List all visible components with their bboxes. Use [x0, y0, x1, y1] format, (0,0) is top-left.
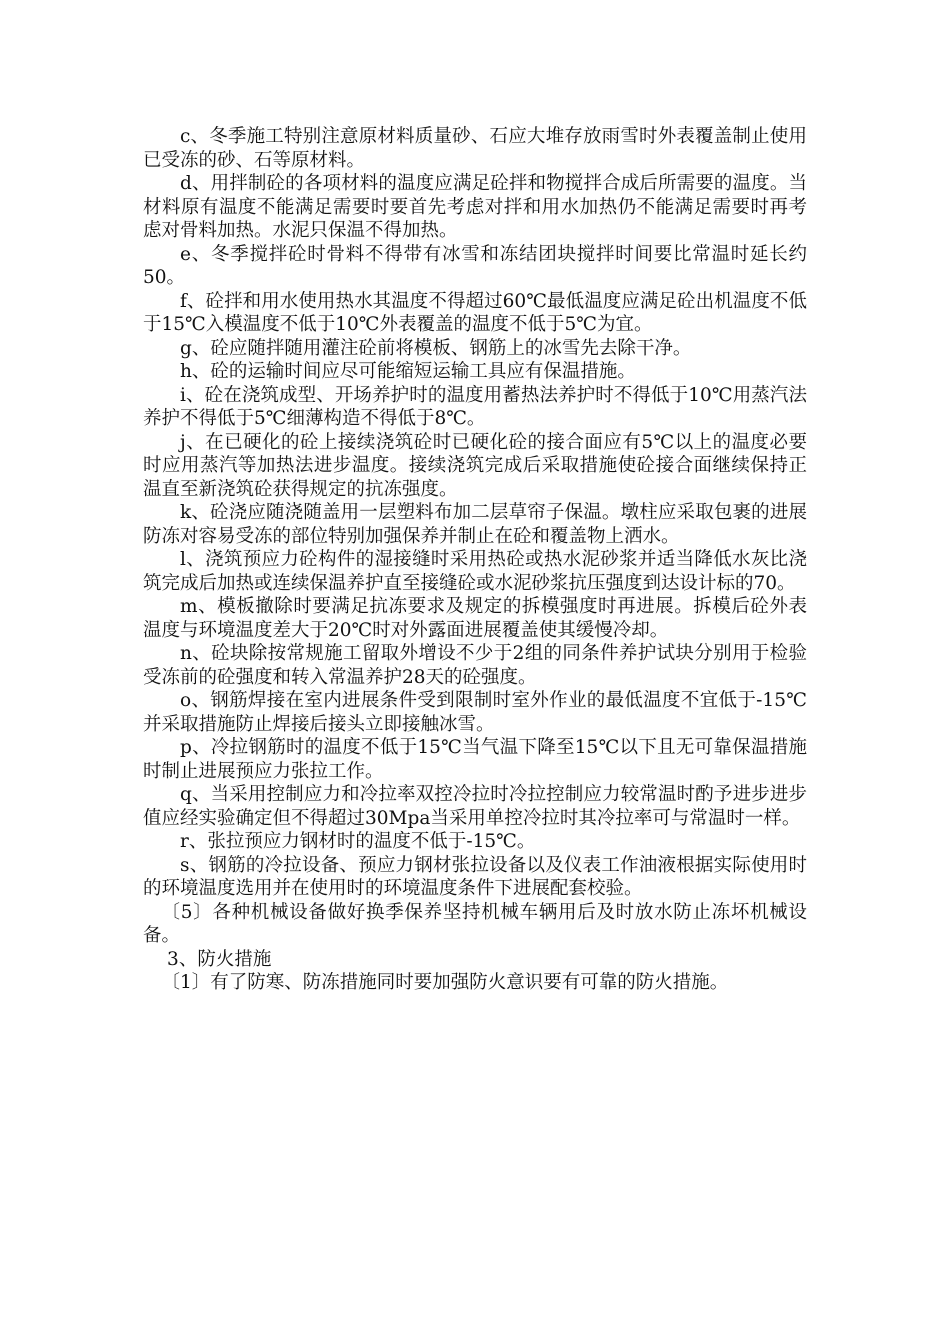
paragraph-s: s、钢筋的冷拉设备、预应力钢材张拉设备以及仪表工作油液根据实际使用时的环境温度选用并在使用时的环境温度条件下进展配套校验。 — [143, 854, 807, 899]
paragraph-i: i、砼在浇筑成型、开场养护时的温度用蓄热法养护时不得低于10℃用蒸汽法养护不得低于5℃细薄构造不得低于8℃。 — [143, 384, 807, 429]
item-5-paragraph: 〔5〕各种机械设备做好换季保养坚持机械车辆用后及时放水防止冻坏机械设备。 — [143, 901, 807, 946]
paragraph-c: c、冬季施工特别注意原材料质量砂、石应大堆存放雨雪时外表覆盖制止使用已受冻的砂、石等原材料。 — [143, 126, 807, 171]
paragraph-j: j、在已硬化的砼上接续浇筑砼时已硬化砼的接合面应有5℃以上的温度必要时应用蒸汽等加热法进步温度。接续浇筑完成后采取措施使砼接合面继续保持正温直至新浇筑砼获得规定的抗冻强度。 — [143, 431, 807, 500]
paragraph-o: o、钢筋焊接在室内进展条件受到限制时室外作业的最低温度不宜低于-15℃并采取措施防止焊接后接头立即接触冰雪。 — [143, 690, 807, 735]
paragraph-k: k、砼浇应随浇随盖用一层塑料布加二层草帘子保温。墩柱应采取包裹的进展防冻对容易受冻的部位特别加强保养并制止在砼和覆盖物上洒水。 — [143, 502, 807, 547]
item-1-paragraph: 〔1〕有了防寒、防冻措施同时要加强防火意识要有可靠的防火措施。 — [161, 972, 729, 993]
paragraph-r: r、张拉预应力钢材时的温度不低于-15℃。 — [180, 831, 536, 852]
paragraph-q: q、当采用控制应力和冷拉率双控冷拉时冷拉控制应力较常温时酌予进步进步值应经实验确定但不得超过30Mpa当采用单控冷拉时其冷拉率可与常温时一样。 — [143, 784, 807, 829]
paragraph-n: n、砼块除按常规施工留取外增设不少于2组的同条件养护试块分别用于检验受冻前的砼强度和转入常温养护28天的砼强度。 — [143, 643, 807, 688]
paragraph-e: e、冬季搅拌砼时骨料不得带有冰雪和冻结团块搅拌时间要比常温时延长约50。 — [143, 243, 807, 288]
paragraph-d: d、用拌制砼的各项材料的温度应满足砼拌和物搅拌合成后所需要的温度。当材料原有温度不能满足需要时要首先考虑对拌和用水加热仍不能满足需要时再考虑对骨料加热。水泥只保温不得加热。 — [143, 173, 807, 241]
section-3-heading: 3、防火措施 — [167, 948, 272, 970]
paragraph-h: h、砼的运输时间应尽可能缩短运输工具应有保温措施。 — [180, 361, 636, 382]
paragraph-m: m、模板撤除时要满足抗冻要求及规定的拆模强度时再进展。拆模后砼外表温度与环境温度差大于20℃时对外露面进展覆盖使其缓慢冷却。 — [143, 596, 807, 641]
paragraph-g: g、砼应随拌随用灌注砼前将模板、钢筋上的冰雪先去除干净。 — [180, 337, 692, 359]
paragraph-p: p、冷拉钢筋时的温度不低于15℃当气温下降至15℃以下且无可靠保温措施时制止进展预应力张拉工作。 — [143, 737, 807, 782]
paragraph-f: f、砼拌和用水使用热水其温度不得超过60℃最低温度应满足砼出机温度不低于15℃入模温度不低于10℃外表覆盖的温度不低于5℃为宜。 — [143, 290, 807, 335]
document-body — [143, 125, 807, 995]
paragraph-l: l、浇筑预应力砼构件的湿接缝时采用热砼或热水泥砂浆并适当降低水灰比浇筑完成后加热或连续保温养护直至接缝砼或水泥砂浆抗压强度到达设计标的70。 — [143, 549, 807, 594]
